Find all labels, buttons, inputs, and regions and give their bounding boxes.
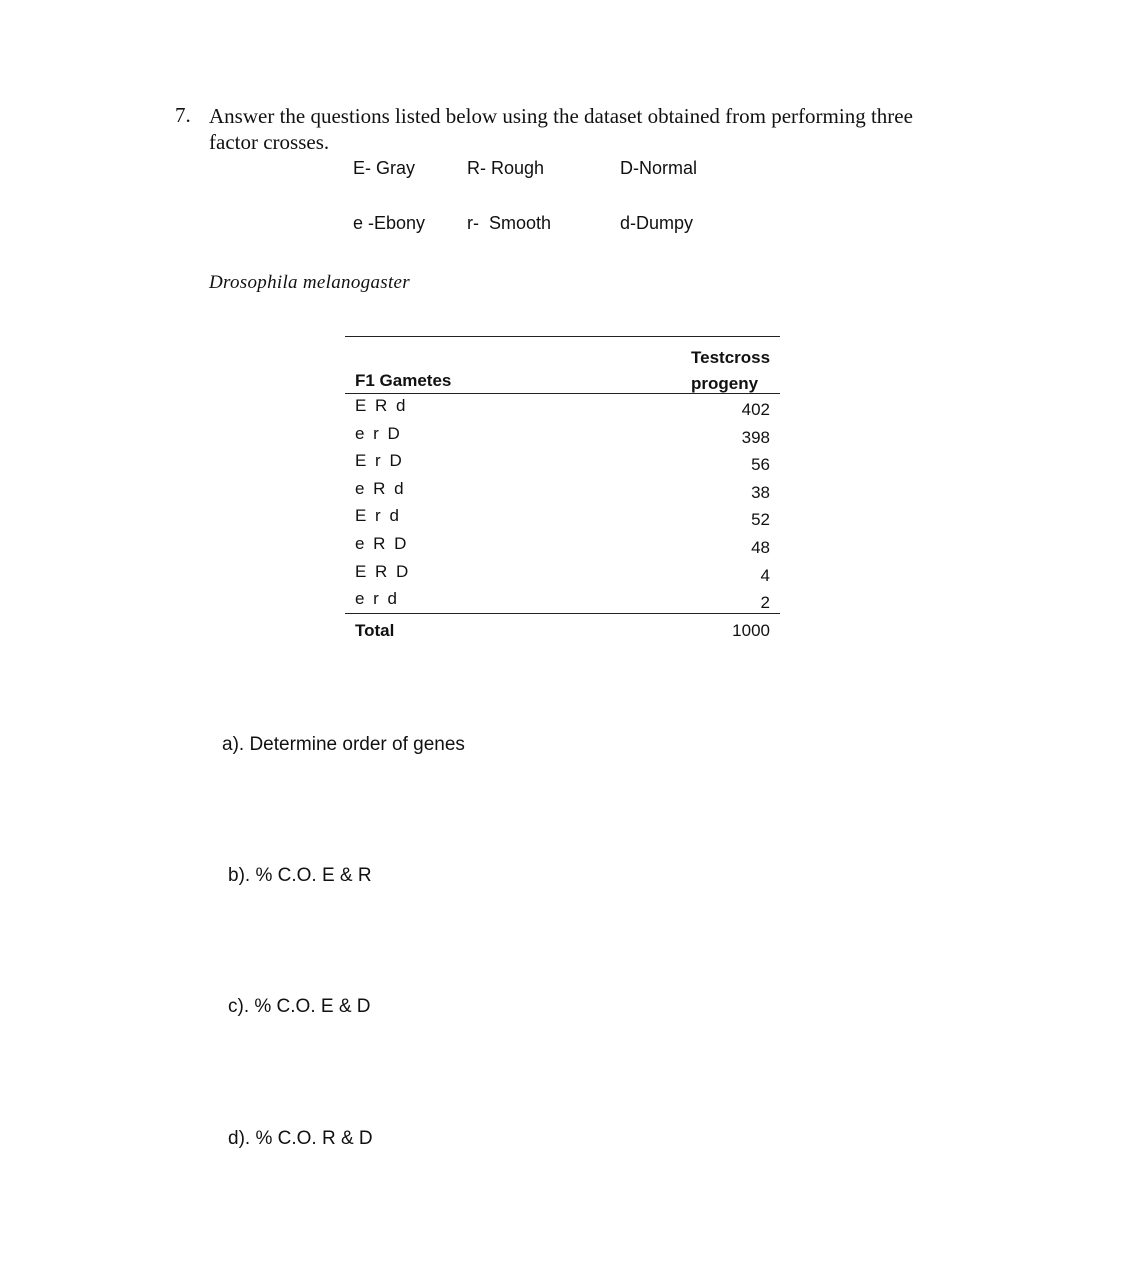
question-text	[209, 103, 969, 155]
count-cell: 2	[760, 593, 770, 612]
count-cell: 402	[741, 400, 770, 419]
column-header-gametes: F1 Gametes	[355, 371, 452, 390]
legend-allele-e: e -Ebony	[353, 213, 426, 233]
subquestion-b: b). % C.O. E & R	[228, 865, 372, 886]
legend-allele-r: r- Smooth	[467, 213, 552, 233]
legend-allele-R: R- Rough	[467, 158, 545, 178]
legend-allele-D: D-Normal	[620, 158, 698, 178]
subquestion-d: d). % C.O. R & D	[228, 1128, 373, 1149]
question-number: 7.	[175, 103, 191, 127]
table-header-rule	[345, 393, 780, 394]
count-cell: 4	[760, 566, 770, 585]
table-row	[345, 396, 780, 424]
question-text-line-2: factor crosses.	[209, 130, 330, 154]
count-cell: 56	[751, 455, 770, 474]
count-cell: 38	[751, 483, 770, 502]
table-top-rule	[345, 336, 780, 337]
subquestion-a: a). Determine order of genes	[222, 734, 465, 755]
gamete-cell: E R d	[355, 396, 408, 415]
question-text-line-1: Answer the questions listed below using the dataset obtained from performing three	[209, 104, 913, 128]
column-header-progeny-line-1: Testcross	[691, 348, 771, 367]
gamete-cell: E r d	[355, 506, 401, 525]
gamete-cell: e r d	[355, 589, 400, 608]
species-name: Drosophila melanogaster	[209, 272, 410, 293]
legend-allele-E: E- Gray	[353, 158, 416, 178]
table-total-rule	[345, 613, 780, 614]
gamete-cell: e R d	[355, 479, 406, 498]
gamete-cell: E r D	[355, 451, 404, 470]
table-row	[345, 451, 780, 479]
table-row	[345, 562, 780, 590]
gamete-cell: e r D	[355, 424, 402, 443]
total-value: 1000	[732, 621, 770, 640]
legend-allele-d: d-Dumpy	[620, 213, 694, 233]
column-header-progeny-line-2: progeny	[691, 374, 759, 393]
gamete-cell: e R D	[355, 534, 409, 553]
table-row	[345, 534, 780, 562]
table-row	[345, 506, 780, 534]
table-row	[345, 479, 780, 507]
total-label: Total	[355, 621, 395, 640]
gamete-cell: E R D	[355, 562, 411, 581]
count-cell: 48	[751, 538, 770, 557]
column-header-progeny	[691, 345, 791, 397]
count-cell: 398	[741, 428, 770, 447]
table-row	[345, 424, 780, 452]
subquestion-c: c). % C.O. E & D	[228, 996, 371, 1017]
count-cell: 52	[751, 510, 770, 529]
